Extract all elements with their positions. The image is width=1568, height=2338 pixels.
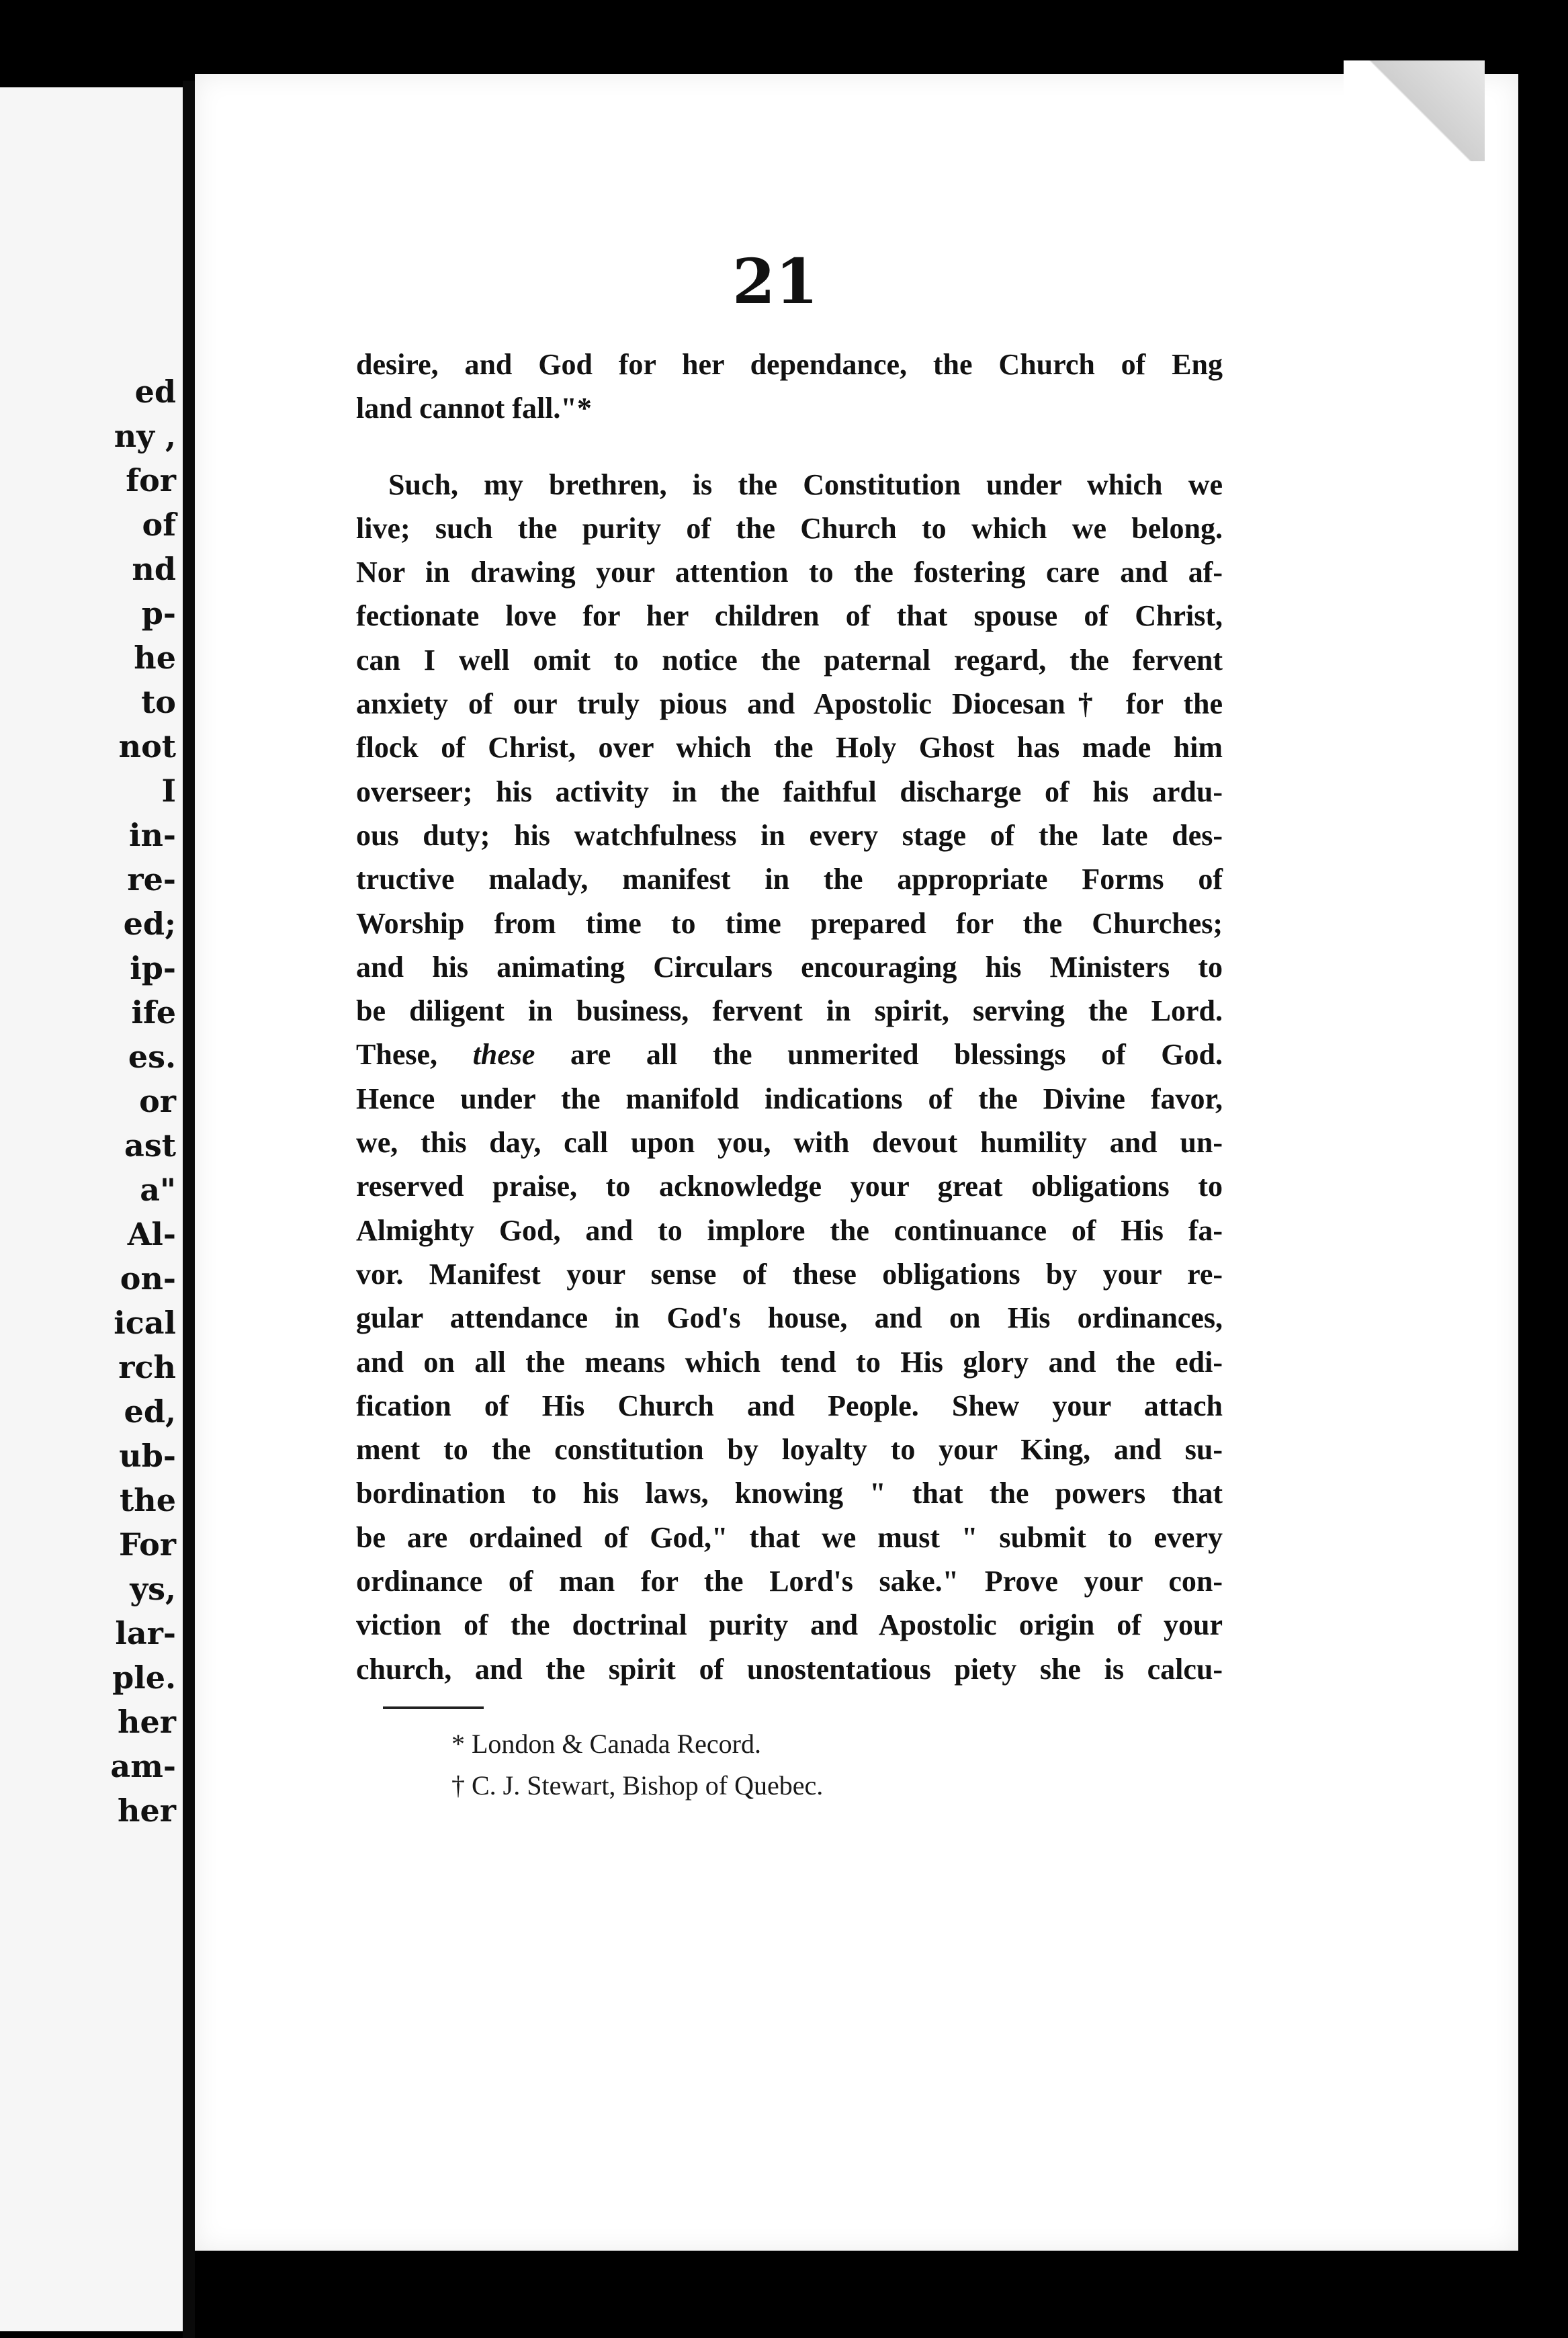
- left-page-text-fragment: p-: [141, 595, 176, 632]
- text-line: and his animating Circulars encouraging his Ministers to: [356, 950, 1223, 984]
- left-page-text-fragment: on-: [120, 1260, 176, 1297]
- footnote-2: † C. J. Stewart, Bishop of Quebec.: [451, 1770, 824, 1801]
- text-line: can I well omit to notice the paternal regard, the fervent: [356, 643, 1223, 677]
- text-line: ordinance of man for the Lord's sake." Prove your con-: [356, 1565, 1223, 1598]
- left-page-text-fragment: for: [126, 462, 176, 499]
- left-page-text-fragment: For: [118, 1526, 176, 1563]
- text-line: bordination to his laws, knowing " that the powers that: [356, 1477, 1223, 1510]
- text-line: tructive malady, manifest in the appropriate Forms of: [356, 863, 1223, 896]
- left-page-text-fragment: ife: [131, 994, 176, 1031]
- left-page-text-fragment: am-: [110, 1748, 176, 1784]
- left-page-text-fragment: ical: [114, 1305, 176, 1341]
- text-line: fication of His Church and People. Shew your attach: [356, 1389, 1223, 1422]
- left-page-text-fragment: her: [118, 1704, 176, 1740]
- left-page-text-fragment: re-: [127, 861, 176, 898]
- text-line: be are ordained of God," that we must " submit to every: [356, 1520, 1223, 1554]
- text-line: be diligent in business, fervent in spirit, serving the Lord.: [356, 994, 1223, 1028]
- text-line: anxiety of our truly pious and Apostolic Diocesan† for the: [356, 687, 1223, 721]
- text-line: flock of Christ, over which the Holy Ghost has made him: [356, 731, 1223, 765]
- left-page-text-fragment: ast: [124, 1127, 176, 1164]
- left-page-text-fragment: a": [140, 1172, 176, 1208]
- left-page-text-fragment: nd: [132, 551, 176, 587]
- page-corner-fold: [1344, 60, 1485, 161]
- text-line: we, this day, call upon you, with devout humility and un-: [356, 1126, 1223, 1160]
- text-line: gular attendance in God's house, and on His ordinances,: [356, 1301, 1223, 1335]
- text-line: desire, and God for her dependance, the Church of Eng: [356, 348, 1223, 381]
- body-text: [356, 343, 1223, 1691]
- left-page-text-fragment: es.: [128, 1039, 176, 1075]
- left-page-text-fragment: ple.: [112, 1659, 176, 1696]
- text-line: church, and the spirit of unostentatious piety she is calcu-: [356, 1652, 1223, 1686]
- left-page-text-fragment: he: [134, 640, 176, 676]
- left-page-text-fragment: ys,: [130, 1571, 176, 1607]
- text-line: viction of the doctrinal purity and Apostolic origin of your: [356, 1608, 1223, 1642]
- left-page-text-fragment: to: [141, 684, 176, 720]
- left-page-text-fragment: her: [118, 1792, 176, 1829]
- paragraph-2: [356, 463, 1223, 1033]
- left-page-text-fragment: ed,: [124, 1393, 176, 1430]
- text-line: Worship from time to time prepared for the Churches;: [356, 906, 1223, 940]
- text-line: land cannot fall."*: [356, 392, 592, 425]
- text-line: reserved praise, to acknowledge your great obligations to: [356, 1170, 1223, 1203]
- left-page-text-fragment: in-: [128, 817, 176, 853]
- left-page-fragment: [0, 87, 188, 2331]
- left-page-text-fragment: or: [139, 1083, 176, 1119]
- book-spine: [183, 81, 195, 2338]
- text-line: Such, my brethren, is the Constitution under which we: [388, 468, 1223, 501]
- left-page-text-fragment: ed;: [123, 906, 176, 942]
- footnotes: [451, 1723, 823, 1807]
- text-line: ous duty; his watchfulness in every stage of the late des-: [356, 818, 1223, 852]
- paragraph-2-continued: [356, 1077, 1223, 1691]
- footnote-rule: [383, 1706, 484, 1709]
- text-line-these: These, these are all the unmerited blessings of God.: [356, 1038, 1223, 1072]
- paragraph-1: [356, 343, 1223, 431]
- text-line: ment to the constitution by loyalty to your King, and su-: [356, 1433, 1223, 1467]
- left-page-text-fragment: I: [161, 773, 176, 809]
- italic-these: these: [472, 1038, 535, 1072]
- left-page-text-fragment: ny ,: [114, 418, 176, 454]
- text-line: Almighty God, and to implore the continuance of His fa-: [356, 1213, 1223, 1247]
- text-line: vor. Manifest your sense of these obligations by your re-: [356, 1257, 1223, 1291]
- text-line: Hence under the manifold indications of the Divine favor,: [356, 1082, 1223, 1115]
- left-page-text-fragment: ub-: [119, 1438, 176, 1474]
- text-line: and on all the means which tend to His glory and the edi-: [356, 1345, 1223, 1379]
- text-line: Nor in drawing your attention to the fostering care and af-: [356, 556, 1223, 589]
- footnote-1: * London & Canada Record.: [451, 1729, 761, 1759]
- left-page-text-fragment: Al-: [127, 1216, 176, 1252]
- left-page-text-fragment: rch: [118, 1349, 176, 1385]
- left-page-text-fragment: the: [120, 1482, 176, 1518]
- left-page-text-fragment: ip-: [130, 950, 176, 986]
- left-page-text-fragment: not: [118, 728, 176, 765]
- left-page-text-fragment: lar-: [115, 1615, 176, 1651]
- text-line: fectionate love for her children of that spouse of Christ,: [356, 599, 1223, 633]
- left-page-text-fragment: ed: [134, 374, 176, 410]
- page-number: 21: [732, 245, 819, 318]
- text-line: live; such the purity of the Church to which we belong.: [356, 511, 1223, 545]
- text-line: overseer; his activity in the faithful discharge of his ardu-: [356, 775, 1223, 808]
- left-page-text-fragment: of: [142, 507, 176, 543]
